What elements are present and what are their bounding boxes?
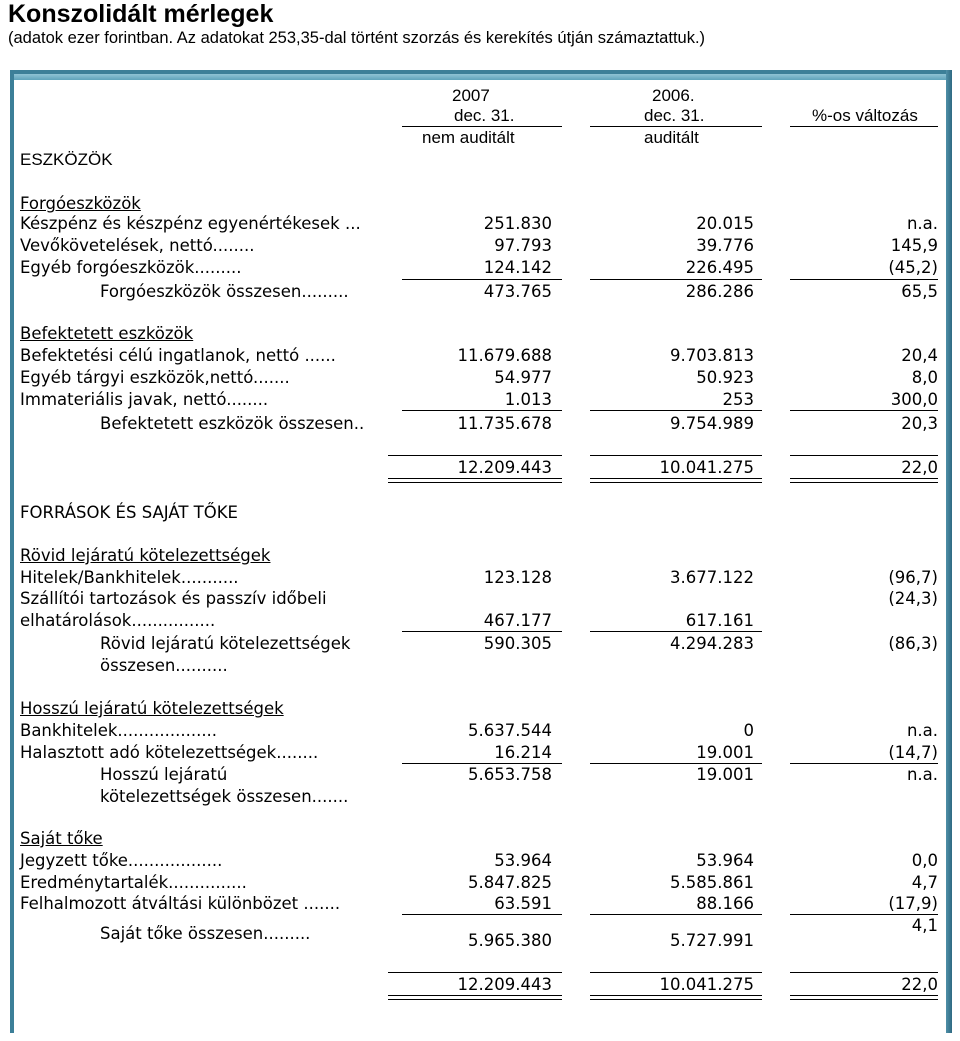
grandtotal-top-rule-2007 <box>388 972 562 973</box>
row-change: 300,0 <box>890 390 938 409</box>
row-change: 8,0 <box>911 368 938 387</box>
col-2006-status: auditált <box>644 128 699 147</box>
subtotal-rule-2006 <box>590 631 762 632</box>
total-label-line2: összesen.......... <box>100 656 228 675</box>
row-change: n.a. <box>906 214 938 233</box>
subtotal-rule-2007 <box>402 914 562 915</box>
total-value-2006: 19.001 <box>696 765 754 784</box>
row-value-2006: 253 <box>722 390 754 409</box>
row-value-2006: 0 <box>743 721 754 740</box>
current-assets-heading: Forgóeszközök <box>20 194 141 213</box>
row-value-2006: 5.585.861 <box>670 873 754 892</box>
liabilities-total-change: 22,0 <box>901 975 938 994</box>
row-value-2007: 11.679.688 <box>457 346 552 365</box>
total-value-2007: 5.965.380 <box>468 931 552 950</box>
row-change: n.a. <box>906 721 938 740</box>
assets-total-2007: 12.209.443 <box>457 458 552 477</box>
row-change: 0,0 <box>911 851 938 870</box>
row-value-2007: 1.013 <box>504 390 552 409</box>
row-label: Egyéb tárgyi eszközök,nettó....... <box>20 368 290 387</box>
header-rule-change <box>790 126 938 127</box>
row-label: Befektetési célú ingatlanok, nettó ...... <box>20 346 336 365</box>
header-rule-2007 <box>402 126 562 127</box>
assets-total-2006: 10.041.275 <box>659 458 754 477</box>
row-label-line2: elhatárolások................ <box>20 611 216 630</box>
grandtotal-double-rule-2007 <box>388 478 562 483</box>
grandtotal-double-rule-2007 <box>388 995 562 1000</box>
col-2006-year: 2006. <box>652 86 695 105</box>
total-change: n.a. <box>906 765 938 784</box>
total-label-line1: Rövid lejáratú kötelezettségek <box>100 634 351 653</box>
row-label: Felhalmozott átváltási különbözet ....... <box>20 894 341 913</box>
row-change: (17,9) <box>888 894 938 913</box>
grandtotal-top-rule-2006 <box>590 972 762 973</box>
subtotal-rule-2007 <box>402 410 562 411</box>
col-change-header: %-os változás <box>812 106 918 125</box>
total-label: Forgóeszközök összesen......... <box>100 282 349 301</box>
subtotal-rule-change <box>790 763 938 764</box>
row-label: Vevőkövetelések, nettó........ <box>20 236 255 255</box>
row-value-2006: 19.001 <box>696 743 754 762</box>
grandtotal-double-rule-2006 <box>590 995 762 1000</box>
row-value-2007: 123.128 <box>483 568 552 587</box>
row-label: Készpénz és készpénz egyenértékesek ... <box>20 214 361 233</box>
subtotal-rule-change <box>790 914 938 915</box>
row-label: Egyéb forgóeszközök......... <box>20 258 242 277</box>
total-change: 65,5 <box>901 282 938 301</box>
row-value-2006: 20.015 <box>696 214 754 233</box>
subtotal-rule-2007 <box>402 763 562 764</box>
total-value-2006: 9.754.989 <box>670 414 754 433</box>
fixed-assets-heading: Befektetett eszközök <box>20 324 194 343</box>
grandtotal-top-rule-2007 <box>388 455 562 456</box>
row-label: Immateriális javak, nettó........ <box>20 390 269 409</box>
liabilities-total-2007: 12.209.443 <box>457 975 552 994</box>
total-label: Befektetett eszközök összesen.. <box>100 414 365 433</box>
total-label-line1: Hosszú lejáratú <box>100 765 228 784</box>
row-value-2007: 251.830 <box>483 214 552 233</box>
grandtotal-top-rule-change <box>790 972 938 973</box>
total-value-2006: 4.294.283 <box>670 634 754 653</box>
subtotal-rule-2007 <box>402 279 562 280</box>
total-change: 4,1 <box>911 916 938 935</box>
assets-title: ESZKÖZÖK <box>20 150 113 169</box>
header-rule-2006 <box>590 126 762 127</box>
row-value-2007: 54.977 <box>494 368 552 387</box>
row-value-2006: 226.495 <box>685 258 754 277</box>
row-value-2007: 53.964 <box>494 851 552 870</box>
row-value-2007: 467.177 <box>483 611 552 630</box>
total-value-2006: 5.727.991 <box>670 931 754 950</box>
row-value-2007: 97.793 <box>494 236 552 255</box>
row-label: Halasztott adó kötelezettségek........ <box>20 743 319 762</box>
equity-heading: Saját tőke <box>20 829 103 848</box>
total-label: Saját tőke összesen......... <box>100 924 311 943</box>
col-2006-date: dec. 31. <box>644 106 705 125</box>
row-value-2007: 124.142 <box>483 258 552 277</box>
assets-total-change: 22,0 <box>901 458 938 477</box>
page-title: Konszolidált mérlegek <box>8 0 274 28</box>
grandtotal-double-rule-2006 <box>590 478 762 483</box>
page-subtitle: (adatok ezer forintban. Az adatokat 253,35-dal történt szorzás és kerekítés útján számaztattuk.) <box>8 29 706 47</box>
row-value-2006: 50.923 <box>696 368 754 387</box>
row-label-line1: Szállítói tartozások és passzív időbeli <box>20 589 327 608</box>
row-value-2006: 9.703.813 <box>670 346 754 365</box>
row-change: (96,7) <box>888 568 938 587</box>
row-change: (24,3) <box>888 589 938 608</box>
row-value-2007: 5.847.825 <box>468 873 552 892</box>
grandtotal-double-rule-change <box>790 995 938 1000</box>
total-value-2007: 11.735.678 <box>457 414 552 433</box>
subtotal-rule-2006 <box>590 410 762 411</box>
table-frame-right-edge <box>946 70 952 1033</box>
liabilities-total-2006: 10.041.275 <box>659 975 754 994</box>
subtotal-rule-2007 <box>402 631 562 632</box>
row-change: (14,7) <box>888 743 938 762</box>
short-term-heading: Rövid lejáratú kötelezettségek <box>20 546 271 565</box>
row-change: 145,9 <box>890 236 938 255</box>
liabilities-title: FORRÁSOK ÉS SAJÁT TŐKE <box>20 503 238 522</box>
total-value-2007: 473.765 <box>483 282 552 301</box>
row-value-2006: 39.776 <box>696 236 754 255</box>
row-value-2007: 63.591 <box>494 894 552 913</box>
col-2007-year: 2007 <box>452 86 490 105</box>
total-change: (86,3) <box>888 634 938 653</box>
grandtotal-top-rule-change <box>790 455 938 456</box>
total-value-2007: 5.653.758 <box>468 765 552 784</box>
row-change: 20,4 <box>901 346 938 365</box>
subtotal-rule-2006 <box>590 763 762 764</box>
row-label: Eredménytartalék............... <box>20 873 247 892</box>
long-term-heading: Hosszú lejáratú kötelezettségek <box>20 699 284 718</box>
row-value-2006: 3.677.122 <box>670 568 754 587</box>
subtotal-rule-change <box>790 410 938 411</box>
row-change: (45,2) <box>888 258 938 277</box>
total-label-line2: kötelezettségek összesen....... <box>100 787 349 806</box>
row-label: Hitelek/Bankhitelek........... <box>20 568 239 587</box>
row-change: 4,7 <box>911 873 938 892</box>
row-value-2006: 88.166 <box>696 894 754 913</box>
total-value-2006: 286.286 <box>685 282 754 301</box>
col-2007-status: nem auditált <box>422 128 515 147</box>
total-value-2007: 590.305 <box>483 634 552 653</box>
subtotal-rule-change <box>790 279 938 280</box>
grandtotal-top-rule-2006 <box>590 455 762 456</box>
col-2007-date: dec. 31. <box>454 106 515 125</box>
row-value-2007: 16.214 <box>494 743 552 762</box>
row-label: Jegyzett tőke.................. <box>20 851 223 870</box>
subtotal-rule-2006 <box>590 279 762 280</box>
total-change: 20,3 <box>901 414 938 433</box>
grandtotal-double-rule-change <box>790 478 938 483</box>
row-value-2006: 617.161 <box>685 611 754 630</box>
row-label: Bankhitelek................... <box>20 721 218 740</box>
row-value-2007: 5.637.544 <box>468 721 552 740</box>
row-value-2006: 53.964 <box>696 851 754 870</box>
subtotal-rule-2006 <box>590 914 762 915</box>
